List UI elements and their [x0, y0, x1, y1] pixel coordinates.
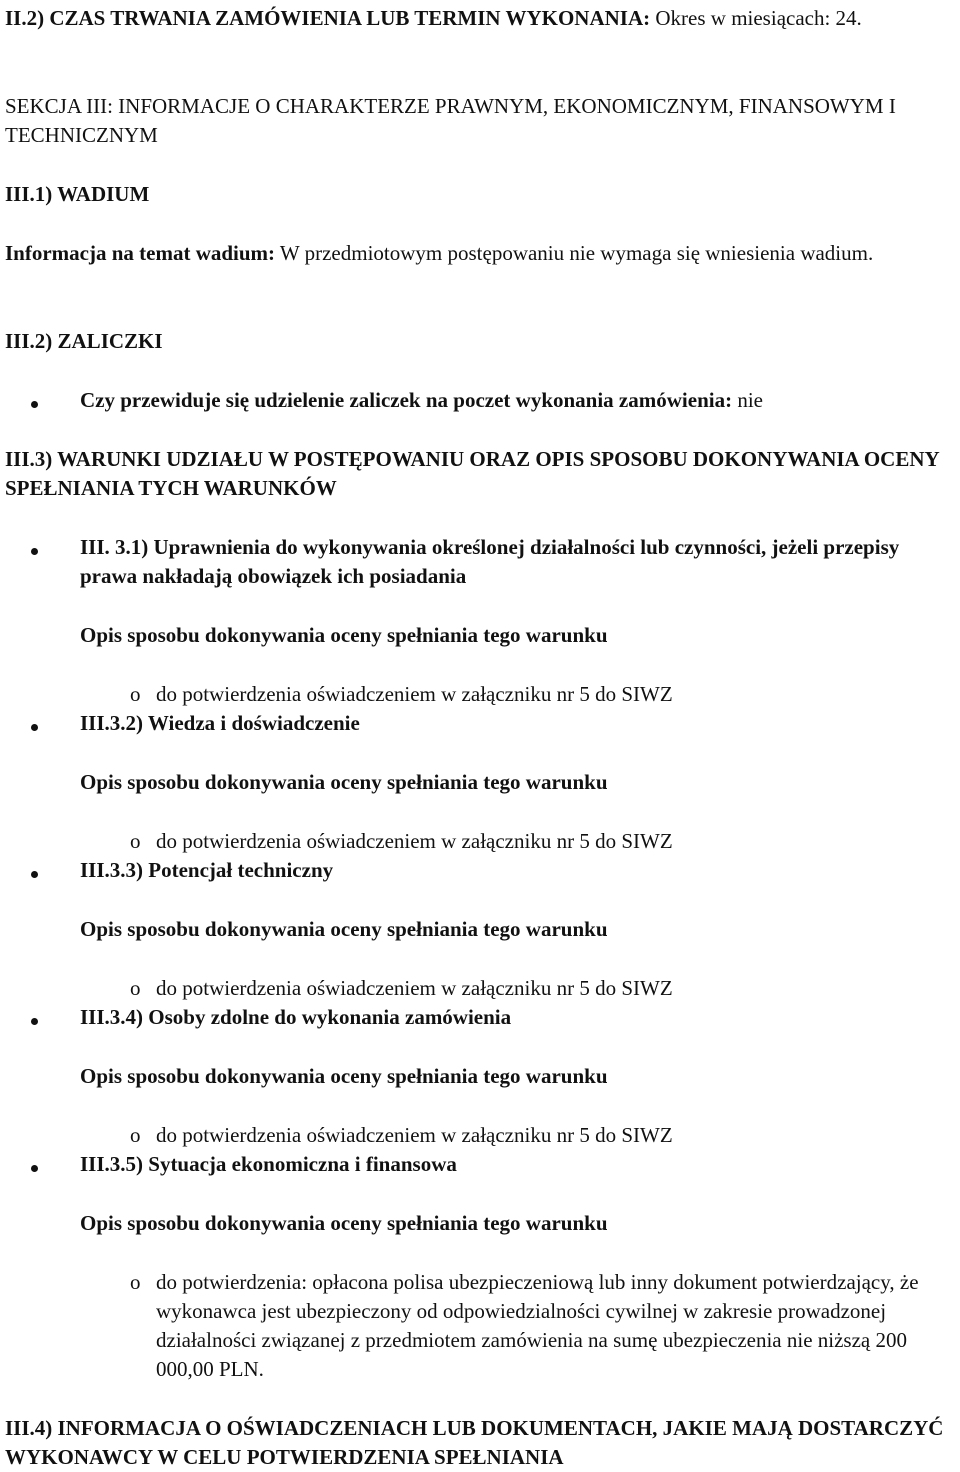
opis-label: Opis sposobu dokonywania oceny spełniania tego warunku — [80, 1064, 608, 1088]
zaliczki-label: Czy przewiduje się udzielenie zaliczek na poczet wykonania zamówienia: — [80, 388, 733, 412]
condition-3-3-5-title: III.3.5) Sytuacja ekonomiczna i finansowa — [80, 1152, 457, 1176]
opis-label: Opis sposobu dokonywania oceny spełniania tego warunku — [80, 917, 608, 941]
section-3-4-heading: III.4) INFORMACJA O OŚWIADCZENIACH LUB DOKUMENTACH, JAKIE MAJĄ DOSTARCZYĆ WYKONAWCY W CELU POTWIERDZENIA SPEŁNIANIA — [5, 1416, 944, 1469]
sub-bullet: o — [130, 682, 141, 706]
bullet-dot — [31, 548, 38, 555]
zaliczki-value: nie — [732, 388, 763, 412]
condition-3-3-1-detail: do potwierdzenia oświadczeniem w załączniku nr 5 do SIWZ — [156, 682, 673, 706]
condition-3-3-3-title: III.3.3) Potencjał techniczny — [80, 858, 334, 882]
condition-3-3-3-detail: do potwierdzenia oświadczeniem w załączniku nr 5 do SIWZ — [156, 976, 673, 1000]
sub-bullet: o — [130, 1123, 141, 1147]
condition-3-3-2-title: III.3.2) Wiedza i doświadczenie — [80, 711, 360, 735]
bullet-dot — [31, 724, 38, 731]
section-2-2-heading: II.2) CZAS TRWANIA ZAMÓWIENIA LUB TERMIN WYKONANIA: — [5, 6, 651, 30]
section-3-title: SEKCJA III: INFORMACJE O CHARAKTERZE PRAWNYM, EKONOMICZNYM, FINANSOWYM I TECHNICZNYM — [5, 94, 896, 147]
bullet-dot — [31, 1018, 38, 1025]
opis-label: Opis sposobu dokonywania oceny spełniania tego warunku — [80, 1211, 608, 1235]
sub-bullet: o — [130, 976, 141, 1000]
condition-3-3-4-title: III.3.4) Osoby zdolne do wykonania zamówienia — [80, 1005, 512, 1029]
section-3-1-heading: III.1) WADIUM — [5, 182, 150, 206]
bullet-dot — [31, 1165, 38, 1172]
section-2-2-value: Okres w miesiącach: 24. — [650, 6, 862, 30]
wadium-label: Informacja na temat wadium: — [5, 241, 276, 265]
wadium-value: W przedmiotowym postępowaniu nie wymaga się wniesienia wadium. — [275, 241, 874, 265]
condition-3-3-4-detail: do potwierdzenia oświadczeniem w załączniku nr 5 do SIWZ — [156, 1123, 673, 1147]
condition-3-3-5-detail: do potwierdzenia: opłacona polisa ubezpieczeniową lub inny dokument potwierdzający, że wykonawca jest ubezpieczony od odpowiedzialności cywilnej w zakresie prowadzonej działalności związanej z przedmiotem zamówienia na sumę ubezpieczenia nie niższą 200 000,00 PLN. — [156, 1270, 919, 1381]
sub-bullet: o — [130, 1270, 141, 1294]
bullet-dot — [31, 401, 38, 408]
condition-3-3-1-title: III. 3.1) Uprawnienia do wykonywania określonej działalności lub czynności, jeżeli przepisy prawa nakładają obowiązek ich posiadania — [80, 535, 900, 588]
sub-bullet: o — [130, 829, 141, 853]
section-3-2-heading: III.2) ZALICZKI — [5, 329, 163, 353]
section-2-2 — [5, 4, 955, 33]
bullet-dot — [31, 871, 38, 878]
zaliczki-question — [80, 386, 955, 415]
condition-3-3-2-detail: do potwierdzenia oświadczeniem w załączniku nr 5 do SIWZ — [156, 829, 673, 853]
wadium-info — [5, 239, 955, 268]
section-3-3-heading: III.3) WARUNKI UDZIAŁU W POSTĘPOWANIU ORAZ OPIS SPOSOBU DOKONYWANIA OCENY SPEŁNIANIA TYCH WARUNKÓW — [5, 447, 939, 500]
opis-label: Opis sposobu dokonywania oceny spełniania tego warunku — [80, 623, 608, 647]
opis-label: Opis sposobu dokonywania oceny spełniania tego warunku — [80, 770, 608, 794]
